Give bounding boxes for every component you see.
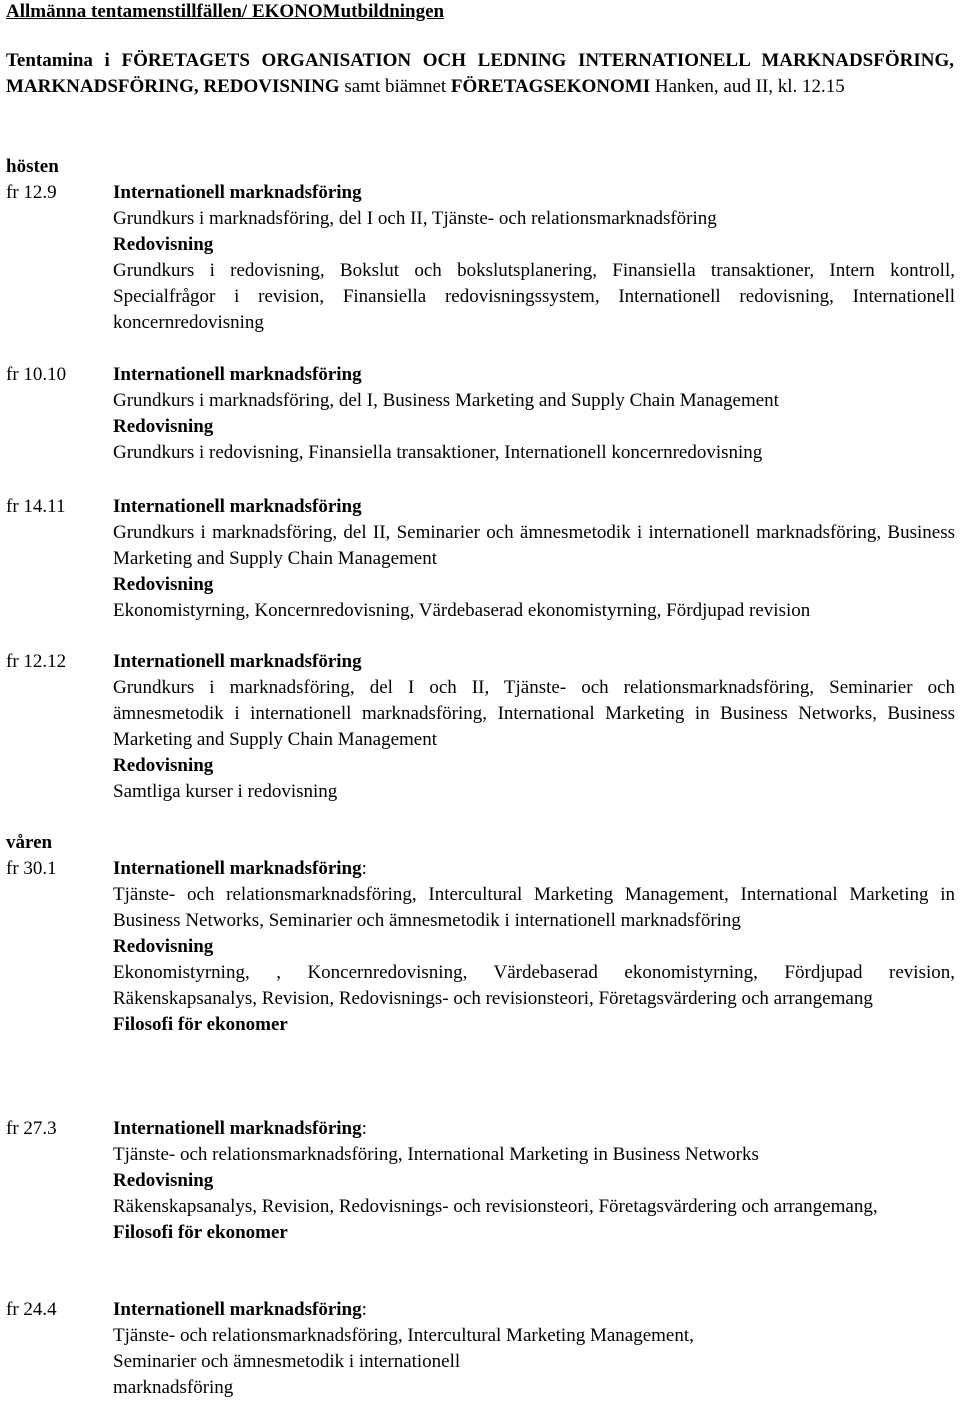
course-list: Ekonomistyrning, Koncernredovisning, Värdebaserad ekonomistyrning, Fördjupad revision	[113, 600, 811, 621]
session-date: fr 27.3	[6, 1118, 57, 1139]
course-list: Tjänste- och relationsmarknadsföring, International Marketing in Business Networks	[113, 1144, 759, 1165]
course-list: Ekonomistyrning, , Koncernredovisning, Värdebaserad ekonomistyrning, Fördjupad revision, Räkenskapsanalys, Revision, Redovisnings- och revisionsteori, Företagsvärdering och arrangemang	[113, 962, 955, 1009]
subject-heading: Redovisning	[113, 574, 214, 595]
course-list-line: Tjänste- och relationsmarknadsföring, Intercultural Marketing Management,	[113, 1325, 694, 1346]
course-list: Grundkurs i marknadsföring, del I och II, Tjänste- och relationsmarknadsföring	[113, 208, 717, 229]
exam-heading-location: Hanken, aud II, kl. 12.15	[650, 76, 845, 97]
subject-heading: Redovisning	[113, 1170, 214, 1191]
session-entry	[113, 1116, 955, 1246]
subject-heading: Redovisning	[113, 416, 214, 437]
exam-heading	[6, 48, 954, 100]
exam-heading-subjects: Tentamina i FÖRETAGETS ORGANISATION OCH LEDNING INTERNATIONELL MARKNADSFÖRING, MARKNADSFÖRING, REDOVISNING	[6, 50, 954, 97]
document-page	[6, 0, 955, 1398]
subject-heading-line	[113, 856, 955, 882]
subject-heading: Internationell marknadsföring	[113, 496, 362, 517]
subject-heading-line	[113, 1116, 955, 1142]
course-list: Grundkurs i marknadsföring, del I och II, Tjänste- och relationsmarknadsföring, Seminarier och ämnesmetodik i internationell marknadsföring, International Marketing in Business Networks, Business Marketing and Supply Chain Management	[113, 677, 955, 750]
subject-heading: Internationell marknadsföring	[113, 651, 362, 672]
subject-heading: Internationell marknadsföring	[113, 1118, 362, 1139]
subject-colon: :	[361, 1299, 367, 1320]
course-list: Grundkurs i marknadsföring, del II, Seminarier och ämnesmetodik i internationell marknadsföring, Business Marketing and Supply Chain Management	[113, 522, 955, 569]
session-date: fr 10.10	[6, 364, 67, 385]
subject-colon: :	[361, 1118, 367, 1139]
course-list: Grundkurs i marknadsföring, del I, Business Marketing and Supply Chain Management	[113, 390, 779, 411]
session-date: fr 30.1	[6, 858, 57, 879]
subject-heading: Internationell marknadsföring	[113, 182, 362, 203]
subject-colon: :	[361, 858, 367, 879]
subject-heading: Internationell marknadsföring	[113, 1299, 362, 1320]
course-list: Räkenskapsanalys, Revision, Redovisnings- och revisionsteori, Företagsvärdering och arrangemang,	[113, 1196, 878, 1217]
exam-heading-joiner: samt biämnet	[339, 76, 451, 97]
exam-heading-minor: FÖRETAGSEKONOMI	[450, 76, 651, 97]
subject-heading-line	[113, 1297, 955, 1323]
course-list-line: marknadsföring	[113, 1377, 234, 1398]
page-title: Allmänna tentamenstillfällen/ EKONOMutbildningen	[6, 1, 445, 22]
session-entry	[113, 180, 955, 336]
subject-heading: Redovisning	[113, 936, 214, 957]
course-list: Grundkurs i redovisning, Bokslut och bokslutsplanering, Finansiella transaktioner, Intern kontroll, Specialfrågor i revision, Finansiella redovisningssystem, Internationell redovisning, Internationell koncernredovisning	[113, 260, 955, 333]
session-entry	[113, 494, 955, 624]
session-entry	[113, 856, 955, 1038]
session-date: fr 14.11	[6, 496, 66, 517]
session-date: fr 24.4	[6, 1299, 57, 1320]
subject-heading: Redovisning	[113, 234, 214, 255]
subject-heading: Redovisning	[113, 755, 214, 776]
session-date: fr 12.9	[6, 182, 57, 203]
season-autumn: hösten	[6, 156, 59, 177]
session-entry	[113, 362, 955, 466]
course-list: Tjänste- och relationsmarknadsföring, Intercultural Marketing Management, International Marketing in Business Networks, Seminarier och ämnesmetodik i internationell marknadsföring	[113, 884, 955, 931]
session-date: fr 12.12	[6, 651, 67, 672]
session-entry	[113, 1297, 955, 1401]
subject-heading: Internationell marknadsföring	[113, 858, 362, 879]
course-list-line: Seminarier och ämnesmetodik i internationell	[113, 1351, 461, 1372]
session-entry	[113, 649, 955, 805]
subject-heading: Filosofi för ekonomer	[113, 1222, 288, 1243]
subject-heading: Filosofi för ekonomer	[113, 1014, 288, 1035]
course-list: Samtliga kurser i redovisning	[113, 781, 338, 802]
subject-heading: Internationell marknadsföring	[113, 364, 362, 385]
season-spring: våren	[6, 832, 53, 853]
course-list: Grundkurs i redovisning, Finansiella transaktioner, Internationell koncernredovisning	[113, 442, 763, 463]
